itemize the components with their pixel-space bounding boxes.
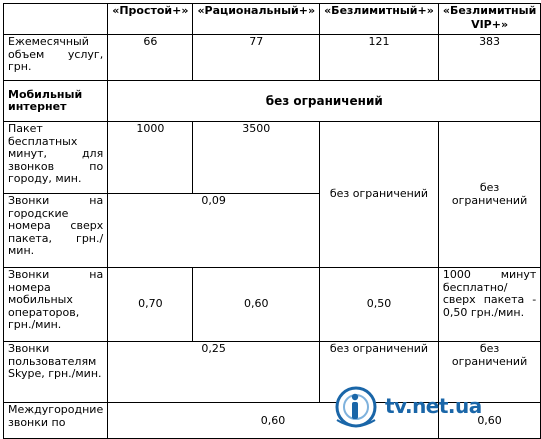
mobile-calls-racionalny: 0,60 bbox=[193, 268, 320, 342]
row-label-city-calls: Звонки на городские номера сверх пакета, грн./мин. bbox=[4, 194, 108, 268]
monthly-racionalny: 77 bbox=[193, 35, 320, 81]
minutes-bezlimitny: без ограничений bbox=[320, 122, 439, 268]
minutes-bezlimitny-vip: без ограничений bbox=[438, 122, 540, 268]
table-row bbox=[4, 35, 541, 81]
table-row bbox=[4, 268, 541, 342]
skype-prostoy-racionalny: 0,25 bbox=[108, 342, 320, 403]
skype-bezlimitny-vip: без ограничений bbox=[438, 342, 540, 403]
row-label-internet: Мобильный интернет bbox=[4, 81, 108, 122]
table-row bbox=[4, 81, 541, 122]
row-label-monthly: Ежемесячный объем услуг, грн. bbox=[4, 35, 108, 81]
header-row bbox=[4, 4, 541, 35]
header-plan-prostoy: «Простой+» bbox=[108, 4, 193, 35]
tv-net-ua-watermark bbox=[331, 384, 481, 430]
tariff-table bbox=[3, 3, 541, 439]
city-calls-prostoy-racionalny: 0,09 bbox=[108, 194, 320, 268]
row-label-intercity: Междугородние звонки по bbox=[4, 403, 108, 439]
table-row bbox=[4, 122, 541, 194]
internet-all-plans: без ограничений bbox=[108, 81, 541, 122]
header-empty-cell bbox=[4, 4, 108, 35]
monthly-bezlimitny-vip: 383 bbox=[438, 35, 540, 81]
row-label-mobile-calls: Звонки на номера мобильных операторов, грн./мин. bbox=[4, 268, 108, 342]
intercity-first-three-plans: 0,60 bbox=[108, 403, 439, 439]
header-plan-bezlimitny: «Безлимитный+» bbox=[320, 4, 439, 35]
mobile-calls-bezlimitny-vip: 1000 минут бесплатно/сверх пакета - 0,50 грн./мин. bbox=[438, 268, 540, 342]
row-label-skype: Звонки пользователям Skype, грн./мин. bbox=[4, 342, 108, 403]
watermark-text: tv.net.ua bbox=[385, 394, 482, 418]
header-plan-racionalny: «Рациональный+» bbox=[193, 4, 320, 35]
minutes-prostoy: 1000 bbox=[108, 122, 193, 194]
minutes-racionalny: 3500 bbox=[193, 122, 320, 194]
mobile-calls-prostoy: 0,70 bbox=[108, 268, 193, 342]
monthly-bezlimitny: 121 bbox=[320, 35, 439, 81]
row-label-minutes: Пакет бесплатных минут, для звонков по городу, мин. bbox=[4, 122, 108, 194]
header-plan-bezlimitny-vip: «Безлимитный VIP+» bbox=[438, 4, 540, 35]
tariff-table-wrapper bbox=[3, 3, 541, 439]
mobile-calls-bezlimitny: 0,50 bbox=[320, 268, 439, 342]
intercity-bezlimitny-vip: 0,60 bbox=[438, 403, 540, 439]
skype-bezlimitny: без ограничений bbox=[320, 342, 439, 403]
tv-net-ua-logo-icon bbox=[331, 384, 391, 430]
monthly-prostoy: 66 bbox=[108, 35, 193, 81]
